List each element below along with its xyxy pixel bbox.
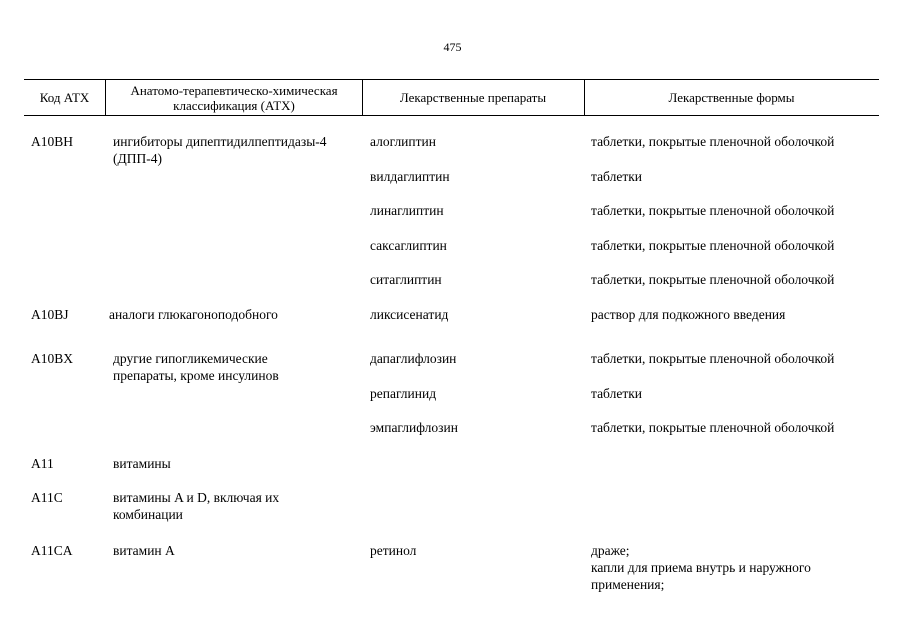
dosage-form: таблетки, покрытые пленочной оболочкой [591,420,835,435]
header-code: Код АТХ [39,90,90,105]
drug-name: ликсисенатид [370,307,449,322]
drug-name: ретинол [370,543,417,558]
header-forms: Лекарственные формы [668,90,795,105]
atc-code: A10BJ [31,307,69,322]
drug-name: саксаглиптин [370,238,447,253]
dosage-form: таблетки, покрытые пленочной оболочкой [591,272,835,287]
drug-name: эмпаглифлозин [370,420,458,435]
atc-classification-name: комбинации [113,507,183,522]
atc-classification-name: витамины A и D, включая их [113,490,280,505]
atc-classification-name: (ДПП-4) [113,151,162,166]
atc-classification-name: ингибиторы дипептидилпептидазы-4 [113,134,327,149]
drug-name: репаглинид [370,386,437,401]
drug-name: алоглиптин [370,134,436,149]
dosage-form: раствор для подкожного введения [591,307,786,322]
dosage-form: таблетки, покрытые пленочной оболочкой [591,203,835,218]
atc-code: A10BX [31,351,74,366]
atc-code: A10BH [31,134,74,149]
dosage-form: таблетки, покрытые пленочной оболочкой [591,238,835,253]
atc-classification-name: витамины [113,456,171,471]
atc-code: A11CA [31,543,73,558]
drug-name: линаглиптин [370,203,444,218]
dosage-form: драже; [591,543,630,558]
header-classification: Анатомо-терапевтическо-химическая классификация (АТХ) [130,82,338,113]
dosage-form: таблетки [591,169,643,184]
atc-classification-name: витамин A [113,543,175,558]
atc-classification-name: препараты, кроме инсулинов [113,368,279,383]
dosage-form: таблетки [591,386,643,401]
dosage-form: таблетки, покрытые пленочной оболочкой [591,134,835,149]
drug-name: ситаглиптин [370,272,442,287]
drug-name: вилдаглиптин [370,169,450,184]
atc-code: A11 [31,456,54,471]
dosage-form: применения; [591,577,665,592]
header-drugs: Лекарственные препараты [399,90,547,105]
atc-code: A11C [31,490,63,505]
atc-classification-name: другие гипогликемические [113,351,268,366]
dosage-form: таблетки, покрытые пленочной оболочкой [591,351,835,366]
page-number: 475 [443,40,462,54]
drug-name: дапаглифлозин [370,351,457,366]
dosage-form: капли для приема внутрь и наружного [591,560,811,575]
atc-classification-name: аналоги глюкагоноподобного [109,307,278,322]
